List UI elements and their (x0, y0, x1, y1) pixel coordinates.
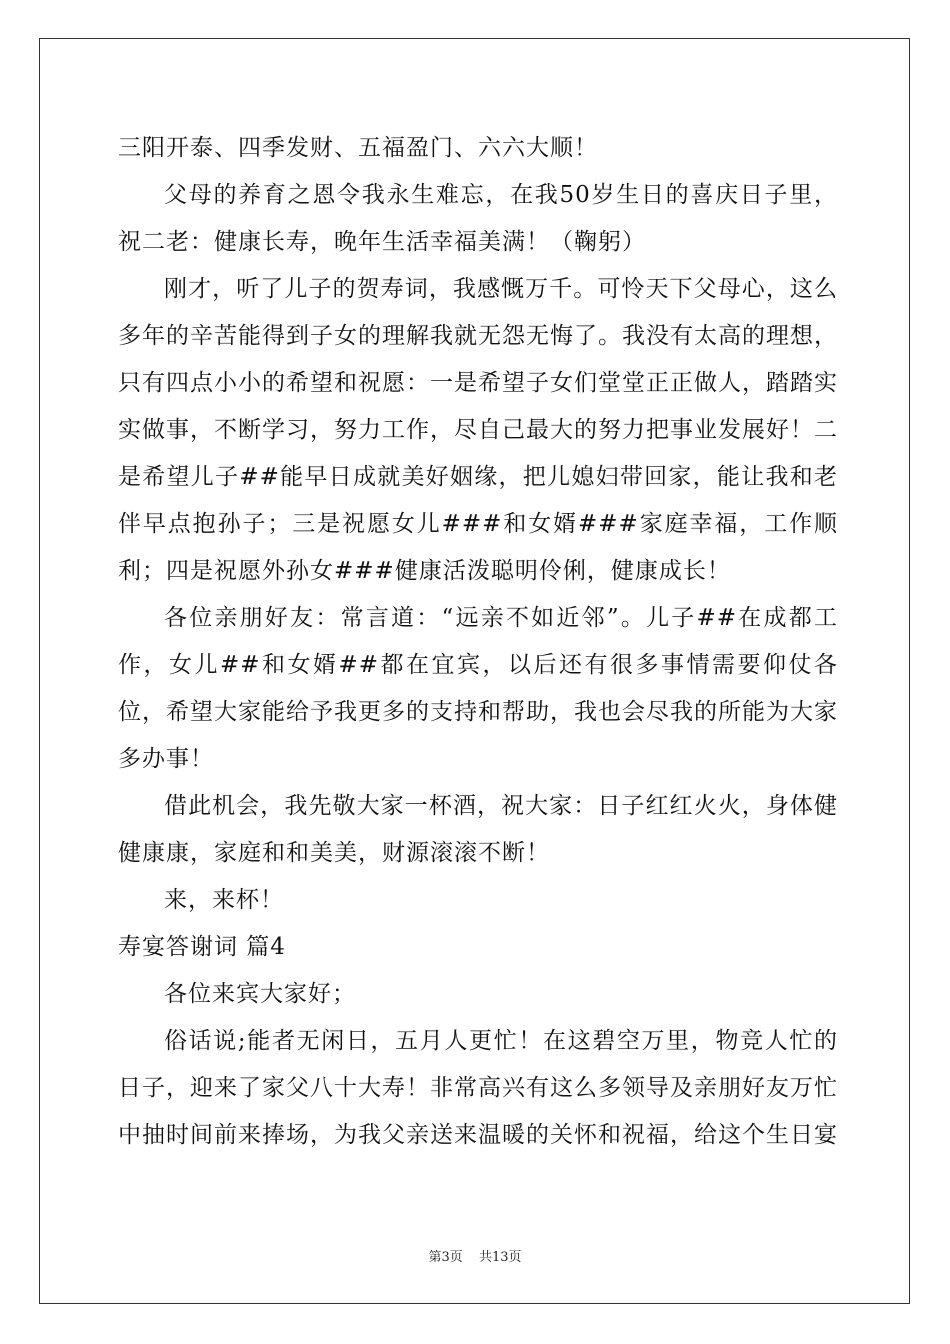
paragraph-6: 来，来杯！ (164, 887, 284, 913)
paragraph-2: 父母的养育之恩令我永生难忘，在我50岁生日的喜庆日子里，祝二老：健康长寿，晚年生活幸福美满！（鞠躬） (118, 182, 838, 255)
paragraph-5: 借此机会，我先敬大家一杯酒，祝大家：日子红红火火，身体健健康康，家庭和和美美，财源滚滚不断！ (118, 793, 838, 866)
paragraph-4: 各位亲朋好友：常言道：“远亲不如近邻”。儿子##在成都工作，女儿##和女婿##都在宜宾，以后还有很多事情需要仰仗各位，希望大家能给予我更多的支持和帮助，我也会尽我的所能为大家多办事！ (118, 605, 838, 772)
paragraph-1: 三阳开泰、四季发财、五福盈门、六六大顺！ (118, 135, 598, 161)
document-body (118, 125, 838, 1159)
page-total: 共13页 (478, 1250, 522, 1265)
page-footer (0, 1246, 950, 1265)
page-number: 第3页 (428, 1250, 463, 1265)
paragraph-7: 各位来宾大家好； (164, 981, 356, 1007)
paragraph-8: 俗话说;能者无闲日，五月人更忙！在这碧空万里，物竞人忙的日子，迎来了家父八十大寿！非常高兴有这么多领导及亲朋好友万忙中抽时间前来捧场，为我父亲送来温暖的关怀和祝福，给这个生日宴 (118, 1028, 838, 1148)
section-heading: 寿宴答谢词 篇4 (118, 934, 286, 960)
paragraph-3: 刚才，听了儿子的贺寿词，我感慨万千。可怜天下父母心，这么多年的辛苦能得到子女的理解我就无怨无悔了。我没有太高的理想，只有四点小小的希望和祝愿：一是希望子女们堂堂正正做人，踏踏实实做事，不断学习，努力工作，尽自己最大的努力把事业发展好！二是希望儿子##能早日成就美好姻缘，把儿媳妇带回家，能让我和老伴早点抱孙子；三是祝愿女儿###和女婿###家庭幸福，工作顺利；四是祝愿外孙女###健康活泼聪明伶俐，健康成长！ (118, 276, 838, 584)
